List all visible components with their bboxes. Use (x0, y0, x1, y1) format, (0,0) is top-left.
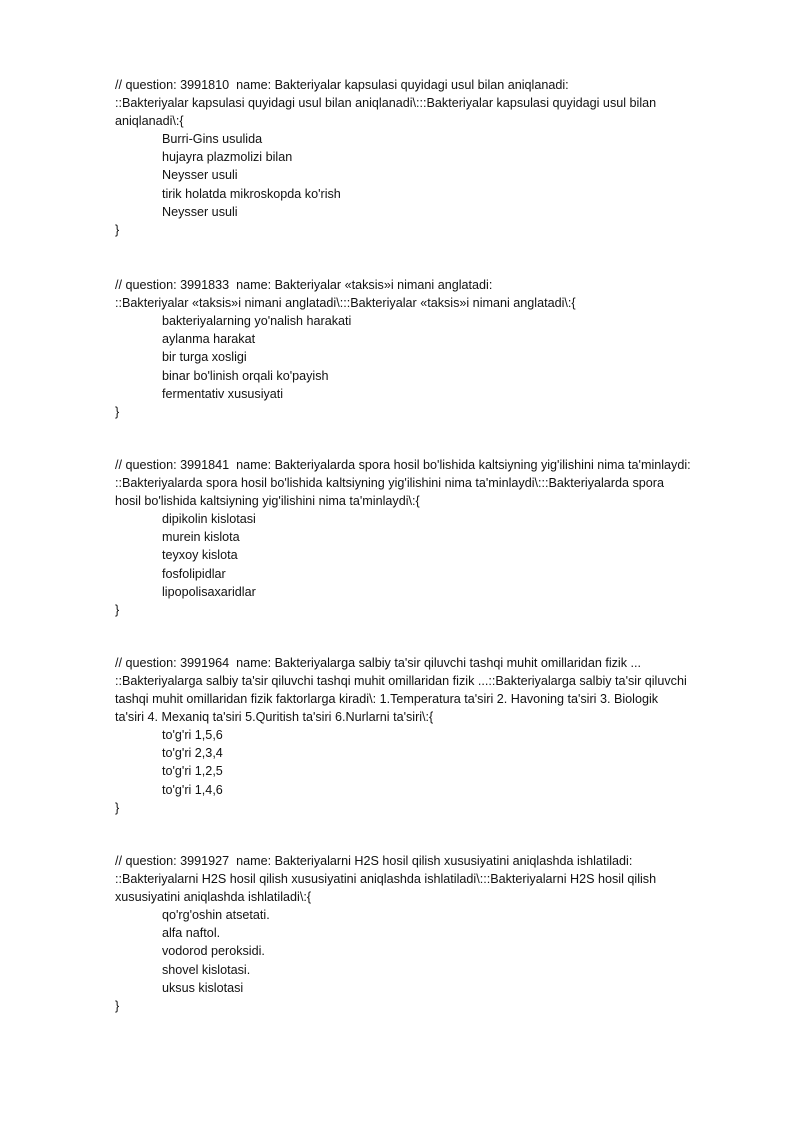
answer-option: bir turga xosligi (162, 350, 247, 365)
question-block (115, 276, 755, 421)
question-text-line: tashqi muhit omillaridan fizik faktorlarga kiradi\: 1.Temperatura ta'siri 2. Havoning ta'siri 3. Biologik (115, 692, 659, 706)
question-header: // question: 3991810 name: Bakteriyalar kapsulasi quyidagi usul bilan aniqlanadi: (115, 78, 569, 92)
question-text-line: ::Bakteriyalar kapsulasi quyidagi usul bilan aniqlanadi\:::Bakteriyalar kapsulasi quyidagi usul bilan (115, 96, 657, 110)
closing-brace: } (115, 800, 120, 815)
answer-option: fermentativ xususiyati (162, 386, 284, 401)
closing-brace: } (115, 405, 120, 420)
question-text-line: ::Bakteriyalarda spora hosil bo'lishida kaltsiyning yig'ilishini nima ta'minlaydi\:::Bakteriyalarda spora (115, 476, 665, 490)
answer-option: vodorod peroksidi. (162, 944, 265, 959)
answer-option: qo'rg'oshin atsetati. (162, 908, 270, 922)
answer-option: to'g'ri 1,2,5 (162, 764, 223, 779)
question-text-line: ::Bakteriyalarga salbiy ta'sir qiluvchi tashqi muhit omillaridan fizik ...::Bakteriyalarga salbiy ta'sir qiluvchi (115, 674, 687, 688)
closing-brace: } (115, 999, 120, 1014)
answer-option: bakteriyalarning yo'nalish harakati (162, 314, 352, 328)
answer-option: alfa naftol. (162, 926, 221, 941)
answer-option: to'g'ri 2,3,4 (162, 746, 223, 761)
question-header: // question: 3991841 name: Bakteriyalarda spora hosil bo'lishida kaltsiyning yig'ilishini nima ta'minlaydi: (115, 458, 691, 472)
answer-option: aylanma harakat (162, 332, 256, 347)
question-block (115, 456, 755, 619)
question-block (115, 654, 755, 817)
question-text-line: xususiyatini aniqlashda ishlatiladi\:{ (115, 890, 312, 904)
answer-option: hujayra plazmolizi bilan (162, 150, 293, 165)
question-header: // question: 3991964 name: Bakteriyalarga salbiy ta'sir qiluvchi tashqi muhit omillaridan fizik ... (115, 656, 642, 670)
answer-option: teyxoy kislota (162, 548, 238, 563)
answer-option: to'g'ri 1,4,6 (162, 782, 223, 797)
answer-option: Neysser usuli (162, 168, 238, 183)
question-header: // question: 3991833 name: Bakteriyalar «taksis»i nimani anglatadi: (115, 278, 493, 292)
answer-option: Neysser usuli (162, 204, 238, 219)
question-text-line: aniqlanadi\:{ (115, 114, 184, 128)
answer-option: uksus kislotasi (162, 980, 244, 995)
closing-brace: } (115, 223, 120, 238)
question-header: // question: 3991927 name: Bakteriyalarni H2S hosil qilish xususiyatini aniqlashda ishlatiladi: (115, 854, 633, 868)
answer-option: Burri-Gins usulida (162, 132, 263, 146)
question-text-line: ::Bakteriyalar «taksis»i nimani anglatadi\:::Bakteriyalar «taksis»i nimani anglatadi\:{ (115, 296, 576, 310)
question-block (115, 852, 755, 1015)
answer-option: binar bo'linish orqali ko'payish (162, 368, 329, 383)
answer-option: to'g'ri 1,5,6 (162, 728, 223, 742)
answer-option: shovel kislotasi. (162, 962, 251, 977)
question-text-line: ta'siri 4. Mexaniq ta'siri 5.Quritish ta'siri 6.Nurlarni ta'siri\:{ (115, 710, 434, 724)
question-block (115, 76, 755, 239)
question-text-line: ::Bakteriyalarni H2S hosil qilish xususiyatini aniqlashda ishlatiladi\:::Bakteriyalarni H2S hosil qilish (115, 872, 657, 886)
closing-brace: } (115, 603, 120, 618)
answer-option: lipopolisaxaridlar (162, 584, 256, 599)
answer-option: dipikolin kislotasi (162, 512, 256, 526)
answer-option: murein kislota (162, 530, 240, 545)
answer-option: tirik holatda mikroskopda ko'rish (162, 186, 341, 201)
answer-option: fosfolipidlar (162, 566, 226, 581)
question-text-line: hosil bo'lishida kaltsiyning yig'ilishini nima ta'minlaydi\:{ (115, 494, 420, 508)
